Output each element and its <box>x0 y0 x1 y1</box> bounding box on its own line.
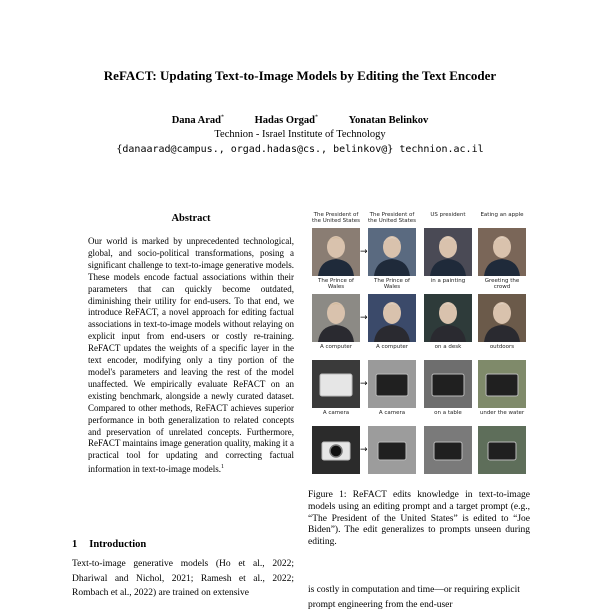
figure-cell-label: A camera <box>322 410 350 416</box>
author-mark: * <box>315 114 319 120</box>
figure-cell-label: The Prince of Wales <box>318 278 354 290</box>
author-2 <box>255 115 318 126</box>
underwater-icon <box>478 426 526 474</box>
figure-cell-label: outdoors <box>489 344 515 350</box>
figure-cell-label: under the water <box>479 410 525 416</box>
laptop-desk-icon <box>424 360 472 408</box>
abstract-text: Our world is marked by unprecedented technological, global, and socio-political transformations, posing a significant challenge to text-to-image generative models. These models encode factual associations within their parameters that can quickly become outdated, diminishing their utility for end-users. To that end, we introduce ReFACT, a novel approach for editing factual associations in text-to-image models without relaying on explicit input from end-users or costly re-training. ReFACT updates the weights of a specific layer in the text encoder, modifying only a tiny portion of the model's parameters and leaving the rest of the model unaffected. We empirically evaluate ReFACT on an existing benchmark, alongside a newly curated dataset. Compared to other methods, ReFACT achieves superior performance in both generalization to related concepts and preservation of unrelated concepts. Furthermore, ReFACT maintains image generation quality, making it a practical tool for updating and correcting factual information in text-to-image models. <box>88 236 294 475</box>
william-portrait-icon <box>368 294 416 342</box>
arrow-right-icon: → <box>360 445 368 455</box>
author-emails: {danaarad@campus., orgad.hadas@cs., belinkov@} technion.ac.il <box>116 144 484 155</box>
crowd-icon <box>478 294 526 342</box>
computer-icon <box>312 360 360 408</box>
biden-portrait-icon <box>368 228 416 276</box>
author-list <box>0 114 600 126</box>
camera-icon <box>312 426 360 474</box>
author-name: Yonatan Belinkov <box>348 114 429 126</box>
author-1 <box>172 115 224 126</box>
author-name: Dana Arad <box>171 114 221 126</box>
figure-cell-label: in a painting <box>430 278 466 284</box>
president-portrait-icon <box>312 228 360 276</box>
section-heading-introduction <box>72 539 146 550</box>
phone-icon <box>368 426 416 474</box>
phone-table-icon <box>424 426 472 474</box>
paper-title: ReFACT: Updating Text-to-Image Models by Editing the Text Encoder <box>103 68 497 83</box>
footnote-mark: 1 <box>220 464 224 471</box>
figure-cell-label: A computer <box>319 344 353 350</box>
figure-cell-label: on a table <box>434 410 462 416</box>
figure-caption: Figure 1: ReFACT edits knowledge in text-to-image models using an editing prompt and a target prompt (e.g., “The President of the United States” is edited to “Joe Biden”). The edit generalizes to prompts unseen during editing. <box>308 490 530 548</box>
painting-icon <box>424 294 472 342</box>
author-3 <box>349 115 429 126</box>
figure-1 <box>310 212 528 476</box>
figure-cell-label: The President of the United States <box>311 212 361 224</box>
figure-cell-label: on a desk <box>434 344 462 350</box>
prince-portrait-icon <box>312 294 360 342</box>
section-title: Introduction <box>89 539 147 550</box>
laptop-outdoors-icon <box>478 360 526 408</box>
affiliation: Technion - Israel Institute of Technology <box>214 129 386 140</box>
arrow-right-icon: → <box>360 247 368 257</box>
section-number: 1 <box>72 539 78 550</box>
abstract-body <box>88 236 294 476</box>
author-name: Hadas Orgad <box>254 114 316 126</box>
figure-cell-label: Eating an apple <box>480 212 524 218</box>
figure-cell-label: The Prince of Wales <box>374 278 410 290</box>
abstract-heading: Abstract <box>171 213 211 224</box>
laptop-icon <box>368 360 416 408</box>
figure-cell-label: A camera <box>378 410 406 416</box>
introduction-text: Text-to-image generative models (Ho et al., 2022; Dhariwal and Nichol, 2021; Ramesh et al., 2022; Rombach et al., 2022) are trained on extensive <box>72 559 294 599</box>
biden-sunglasses-icon <box>424 228 472 276</box>
biden-eating-icon <box>478 228 526 276</box>
right-column-text: is costly in computation and time—or requiring explicit prompt engineering from the end-user <box>308 585 520 610</box>
figure-cell-label: A computer <box>375 344 409 350</box>
figure-cell-label: Greeting the crowd <box>484 278 520 290</box>
figure-cell-label: The President of the United States <box>367 212 417 224</box>
figure-cell-label: US president <box>430 212 466 218</box>
arrow-right-icon: → <box>360 379 368 389</box>
arrow-right-icon: → <box>360 313 368 323</box>
author-mark: * <box>221 114 224 120</box>
